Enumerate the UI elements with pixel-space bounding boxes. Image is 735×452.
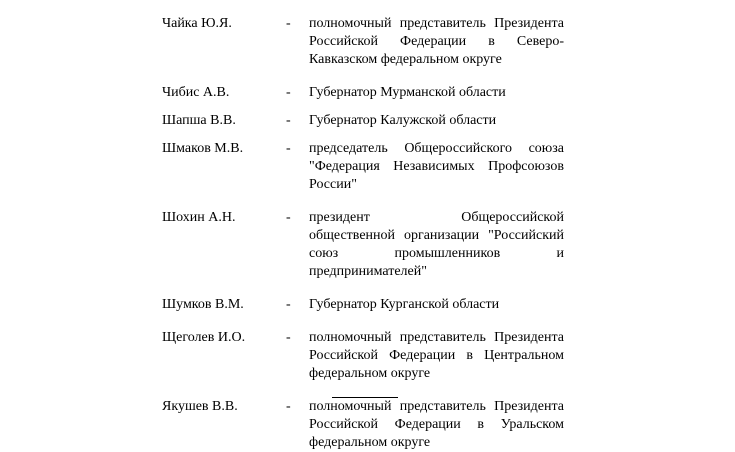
list-entry [162, 296, 564, 314]
dash-separator: - [286, 330, 291, 345]
member-name: Шумков В.М. [162, 297, 244, 312]
dash-separator: - [286, 113, 291, 128]
list-entry [162, 398, 564, 452]
member-position: полномочный представитель Президента Российской Федерации в Северо-Кавказском федеральном округе [309, 16, 564, 67]
dash-separator: - [286, 141, 291, 156]
member-position: Губернатор Мурманской области [309, 85, 506, 100]
member-name: Шапша В.В. [162, 113, 236, 128]
member-name: Шмаков М.В. [162, 141, 244, 156]
dash-separator: - [286, 85, 291, 100]
list-entry [162, 209, 564, 281]
list-entry [162, 15, 564, 69]
member-name: Якушев В.В. [162, 399, 238, 414]
member-list [162, 15, 564, 452]
list-entry [162, 140, 564, 194]
end-separator-line [332, 397, 398, 398]
member-name: Щеголев И.О. [162, 330, 246, 345]
member-position: Губернатор Калужской области [309, 113, 497, 128]
dash-separator: - [286, 16, 291, 31]
member-name: Чайка Ю.Я. [162, 16, 232, 31]
dash-separator: - [286, 297, 291, 312]
member-position: Губернатор Курганской области [309, 297, 500, 312]
member-position: президент Общероссийской общественной организации "Российский союз промышленников и предпринимателей" [309, 210, 564, 279]
member-position: полномочный представитель Президента Российской Федерации в Центральном федеральном округе [309, 330, 564, 381]
member-name: Чибис А.В. [162, 85, 230, 100]
dash-separator: - [286, 210, 291, 225]
member-name: Шохин А.Н. [162, 210, 236, 225]
member-position: полномочный представитель Президента Российской Федерации в Уральском федеральном округе [309, 399, 564, 450]
list-entry [162, 84, 564, 102]
list-entry [162, 329, 564, 383]
member-position: председатель Общероссийского союза "Федерация Независимых Профсоюзов России" [309, 141, 564, 192]
list-entry [162, 112, 564, 130]
dash-separator: - [286, 399, 291, 414]
